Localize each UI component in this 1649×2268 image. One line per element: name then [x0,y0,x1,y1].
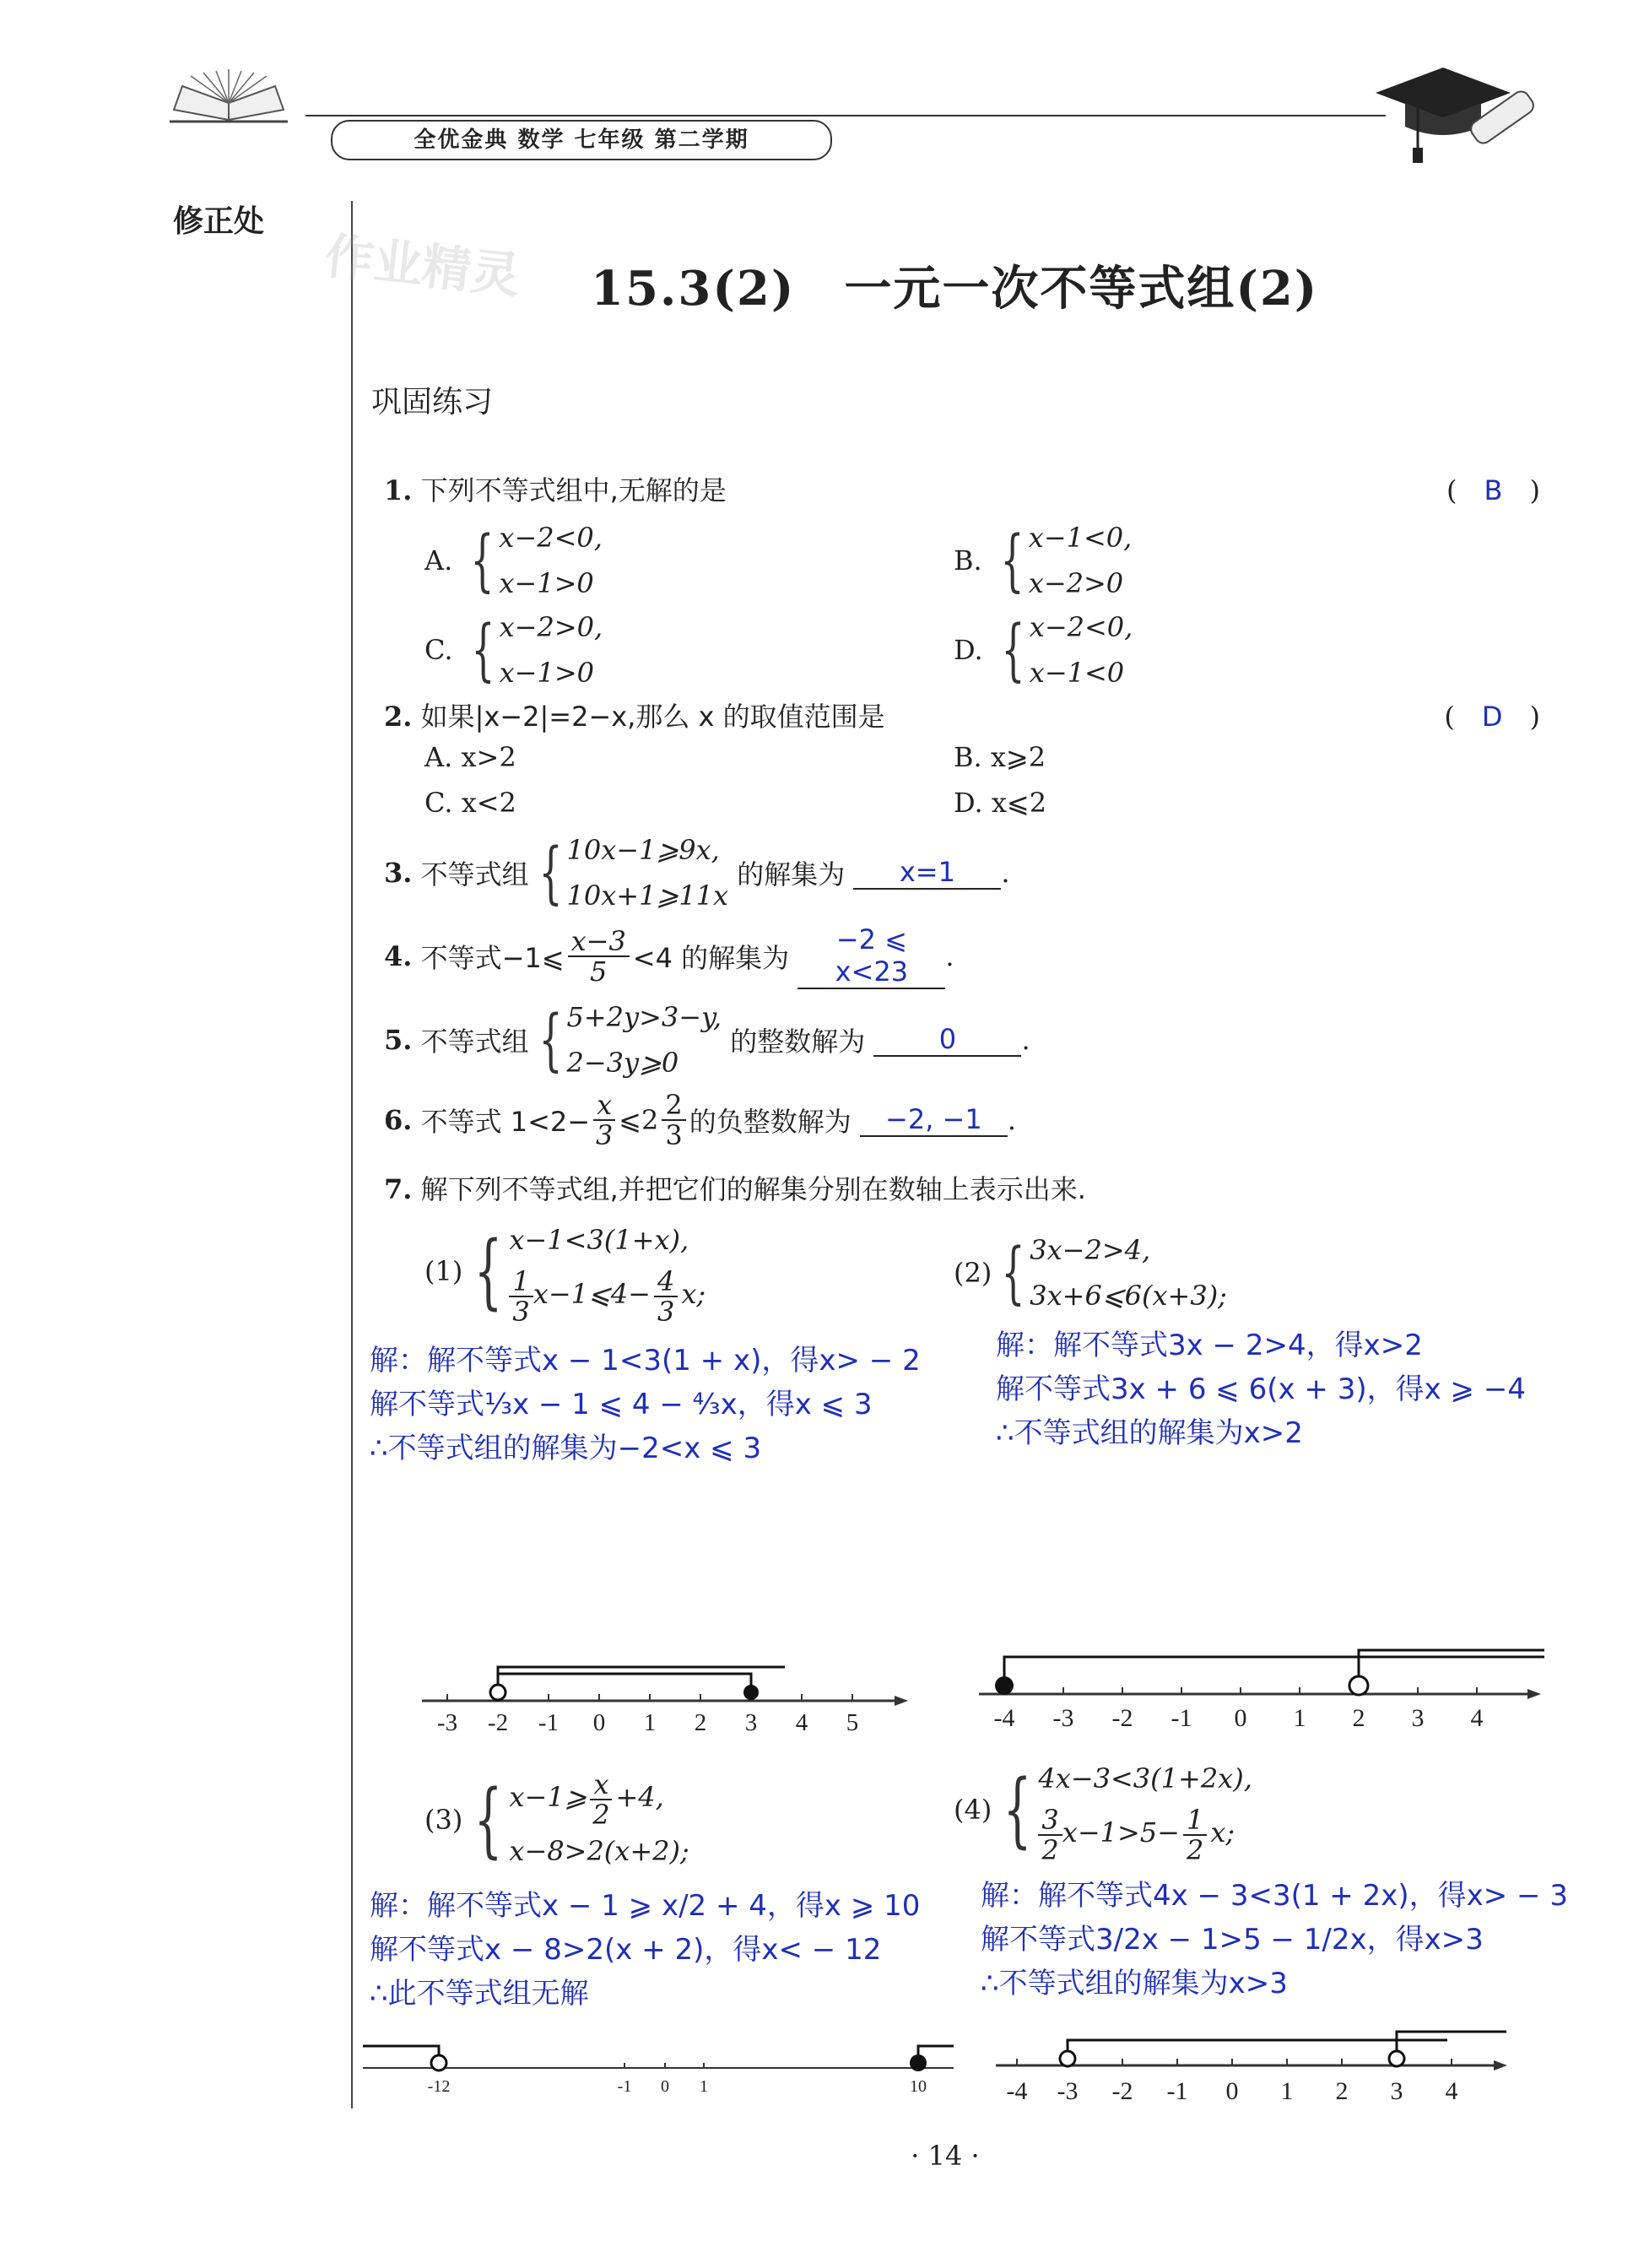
header-rule [305,115,1386,116]
svg-text:4: 4 [795,1709,808,1735]
svg-text:0: 0 [661,2077,669,2096]
q1-answer-bracket: ( B ) [1446,474,1540,506]
axis1-tick: -3 [436,1709,458,1735]
q2-text: 如果|x−2|=2−x,那么 x 的取值范围是 [420,701,885,733]
section-title: 15.3(2) 一元一次不等式组(2) [591,261,1319,317]
margin-label: 修正处 [173,204,265,239]
q3-answer: x=1 [853,856,1001,890]
q7-solution-1: 解：解不等式x − 1<3(1 + x)，得x> − 2 解不等式⅓x − 1 ⩽ 4 − ⁴⁄₃x，得x ⩽ 3 ∴不等式组的解集为−2<x ⩽ 3 [370,1344,921,1465]
q5-answer: 0 [873,1023,1021,1057]
svg-text:-2: -2 [1111,2077,1133,2105]
svg-text:2: 2 [694,1709,707,1735]
q1-option-c: C. { x−2>0, x−1>0 [424,610,603,689]
q1 [384,469,1540,508]
q1-option-b: B. { x−1<0, x−2>0 [954,521,1133,599]
q6: 6. 不等式 1<2− $\frac{x}{3}$ ⩽2 $\frac{2}{3}$ 的负整数解为 −2, −1 . [384,1089,1017,1151]
graduation-cap-icon [1367,59,1544,169]
svg-text:-1: -1 [538,1709,560,1735]
q2-answer: D [1481,701,1503,733]
q3: 3. 不等式组 { 10x−1⩾9x, 10x+1⩾11x 的解集为 x=1 . [384,833,1010,912]
q2-option-a: A. x>2 [424,741,516,773]
svg-text:4: 4 [1470,1704,1484,1732]
watermark: 作业精灵 [322,227,523,305]
number-line-1 [422,1650,911,1735]
q2-option-d: D. x⩽2 [954,787,1047,819]
q1-option-d: D. { x−2<0, x−1<0 [954,610,1133,689]
q7-solution-3: 解：解不等式x − 1 ⩾ x/2 + 4，得x ⩾ 10 解不等式x − 8>2(x + 2)，得x< − 12 ∴此不等式组无解 [370,1889,921,2011]
svg-text:-12: -12 [427,2077,451,2096]
q4-answer: −2 ⩽ x<23 [797,923,945,989]
svg-text:1: 1 [1293,1704,1306,1732]
q1-answer: B [1484,474,1503,506]
svg-text:-4: -4 [993,1704,1015,1732]
svg-text:1: 1 [643,1709,657,1735]
margin-line [351,201,353,2108]
q7-part4: (4) { 4x−3<3(1+2x), $\frac{3}{2}$ x−1>5− $\frac{1}{2}$ x; [954,1762,1252,1866]
header-book-title: 全优金典 数学 七年级 第二学期 [331,120,832,160]
q2-option-b: B. x⩾2 [954,741,1046,773]
subsection-title: 巩固练习 [371,385,494,419]
svg-text:2: 2 [1335,2077,1349,2105]
q7-solution-2: 解：解不等式3x − 2>4，得x>2 解不等式3x + 6 ⩽ 6(x + 3)，得x ⩾ −4 ∴不等式组的解集为x>2 [996,1329,1526,1450]
svg-text:2: 2 [1352,1704,1365,1732]
svg-text:-3: -3 [1057,2077,1079,2105]
q7-part1: (1) { x−1<3(1+x), $\frac{1}{3}$ x−1⩽4− $\frac{4}{3}$ x; [424,1224,706,1328]
q4: 4. 不等式−1⩽ $\frac{x-3}{5}$ <4 的解集为 −2 ⩽ x<23 . [384,923,954,988]
q1-text: 下列不等式组中,无解的是 [420,474,727,506]
svg-text:3: 3 [1411,1704,1425,1732]
svg-text:-2: -2 [1111,1704,1133,1732]
svg-text:-1: -1 [617,2077,632,2096]
svg-text:-4: -4 [1006,2077,1028,2105]
q1-option-a: A. { x−2<0, x−1>0 [424,521,603,599]
svg-text:-1: -1 [1166,2077,1188,2105]
number-line-2 [979,1642,1553,1735]
svg-text:10: 10 [910,2077,927,2096]
book-icon [165,69,292,128]
svg-text:3: 3 [1390,2077,1403,2105]
svg-text:0: 0 [1234,1704,1247,1732]
q2: 2. 如果|x−2|=2−x,那么 x 的取值范围是 ( D ) [384,701,1540,733]
svg-text:3: 3 [744,1709,758,1735]
number-line-3 [363,2026,970,2106]
q7-part2: (2) { 3x−2>4, 3x+6⩽6(x+3); [954,1233,1227,1312]
svg-text:-1: -1 [1171,1704,1192,1732]
svg-text:-3: -3 [1052,1704,1074,1732]
q6-answer: −2, −1 [860,1103,1008,1137]
q7-solution-4: 解：解不等式4x − 3<3(1 + 2x)，得x> − 3 解不等式3/2x − 1>5 − 1/2x，得x>3 ∴不等式组的解集为x>3 [981,1879,1568,2000]
q5: 5. 不等式组 { 5+2y>3−y, 2−3y⩾0 的整数解为 0 . [384,1000,1030,1079]
q2-option-c: C. x<2 [424,787,516,819]
svg-text:0: 0 [592,1709,606,1735]
svg-text:4: 4 [1445,2077,1458,2105]
svg-text:0: 0 [1225,2077,1239,2105]
q1-number: 1. [384,474,413,506]
svg-text:5: 5 [846,1709,859,1735]
page-number: · 14 · [911,2140,980,2172]
number-line-4 [996,2022,1519,2106]
q7: 7. 解下列不等式组,并把它们的解集分别在数轴上表示出来. [384,1173,1086,1205]
svg-text:1: 1 [1280,2077,1294,2105]
svg-text:1: 1 [700,2077,708,2096]
q7-part3: (3) { x−1⩾ $\frac{x}{2}$ +4, x−8>2(x+2); [424,1767,689,1867]
svg-text:-2: -2 [487,1709,509,1735]
